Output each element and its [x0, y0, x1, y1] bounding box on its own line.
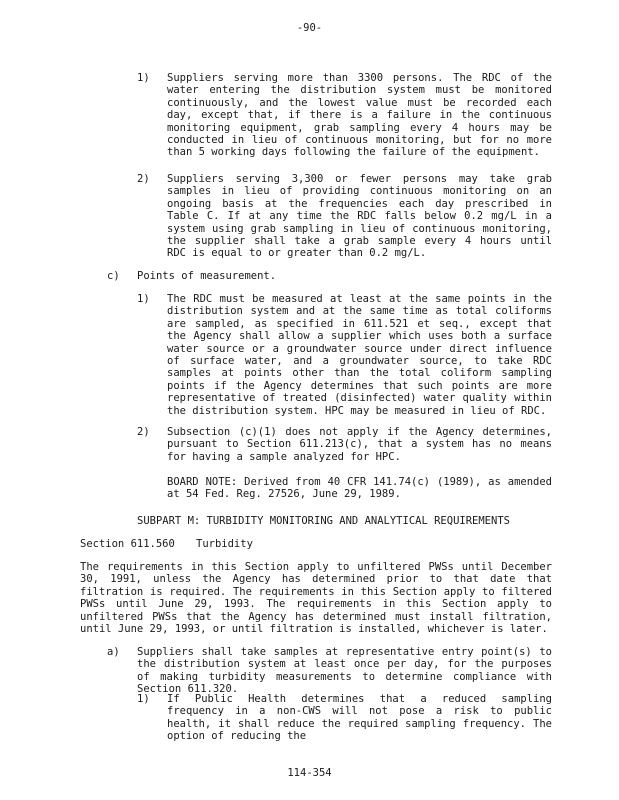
- section-number: Section 611.560: [80, 538, 175, 550]
- paragraph-continuous-monitoring: Suppliers serving more than 3300 persons. The RDC of the water entering the distribution system must be monitored continuously, and the lowest value must be recorded each day, except that, if there is a failure in the continuous monitoring equipment, grab sampling every 4 hours may be conducted in lieu of continuous monitoring, but for no more than 5 working days following the failure of the equipment.: [167, 72, 552, 159]
- board-note: BOARD NOTE: Derived from 40 CFR 141.74(c) (1989), as amended at 54 Fed. Reg. 27526, June 29, 1989.: [167, 476, 552, 501]
- subpart-heading: SUBPART M: TURBIDITY MONITORING AND ANALYTICAL REQUIREMENTS: [137, 515, 510, 527]
- item-label: 1): [137, 693, 150, 705]
- item-label: a): [107, 646, 120, 658]
- item-label: 2): [137, 173, 150, 185]
- section-intro: The requirements in this Section apply to unfiltered PWSs until December 30, 1991, unless the Agency has determined prior to that date that filtration is required. The requirements in this Section apply to filtered PWSs until June 29, 1993. The requirements in this Section apply to unfiltered PWSs that the Agency has determined must install filtration, until June 29, 1993, or until filtration is installed, whichever is later.: [80, 561, 552, 636]
- page-number: -90-: [296, 22, 323, 34]
- section-c-label: c): [107, 270, 120, 282]
- item-label: 2): [137, 426, 150, 438]
- footer-page-number: 114-354: [287, 767, 332, 779]
- paragraph-rdc-measurement: The RDC must be measured at least at the same points in the distribution system and at the same time as total coliforms are sampled, as specified in 611.521 et seq., except that the Agency shall allow a supplier which uses both a surface water source or a groundwater source under direct influence of surface water, and a groundwater source, to take RDC samples at points other than the total coliform sampling points if the Agency determines that such points are more representative of treated (disinfected) water quality within the distribution system. HPC may be measured in lieu of RDC.: [167, 293, 552, 417]
- item-label: 1): [137, 293, 150, 305]
- section-title: Turbidity: [196, 538, 253, 550]
- section-c-title: Points of measurement.: [137, 270, 277, 282]
- paragraph-subsection-exception: Subsection (c)(1) does not apply if the Agency determines, pursuant to Section 611.213(c), that a system has no means for having a sample analyzed for HPC.: [167, 426, 552, 463]
- paragraph-representative-samples: Suppliers shall take samples at representative entry point(s) to the distribution system at least once per day, for the purposes of making turbidity measurements to determine compliance with Section 611.320.: [137, 646, 552, 696]
- paragraph-grab-samples: Suppliers serving 3,300 or fewer persons may take grab samples in lieu of providing continuous monitoring on an ongoing basis at the frequencies each day prescribed in Table C. If at any time the RDC falls below 0.2 mg/L in a system using grab sampling in lieu of continuous monitoring, the supplier shall take a grab sample every 4 hours until RDC is equal to or greater than 0.2 mg/L.: [167, 173, 552, 260]
- item-label: 1): [137, 72, 150, 84]
- paragraph-reduced-frequency: If Public Health determines that a reduced sampling frequency in a non-CWS will not pose a risk to public health, it shall reduce the required sampling frequency. The option of reducing the: [167, 693, 552, 743]
